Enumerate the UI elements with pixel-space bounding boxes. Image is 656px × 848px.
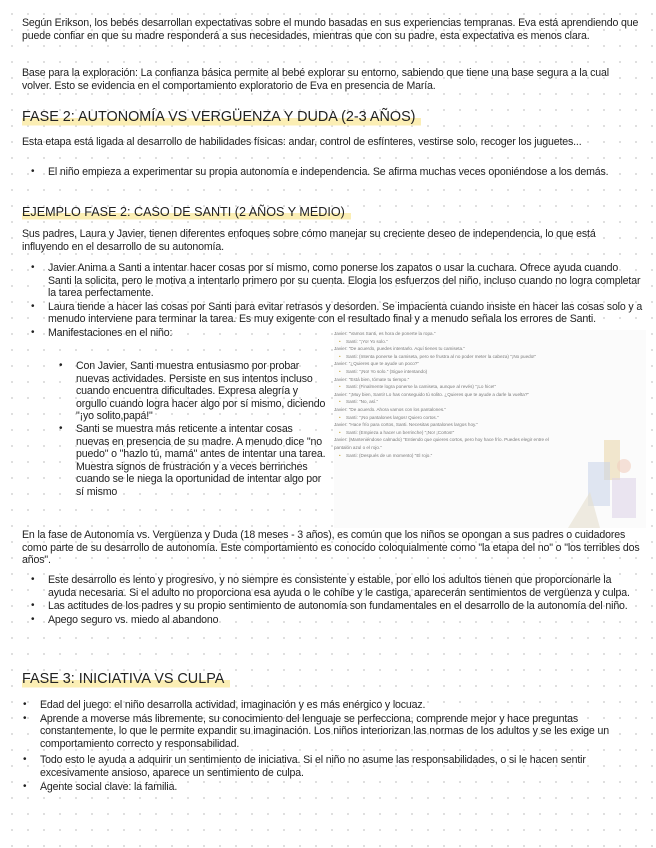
ejemplo-heading: EJEMPLO FASE 2: CASO DE SANTI (2 AÑOS Y MEDIO) [22, 205, 351, 220]
dialog-line: • Santi: "¡No pantalones largos! Quiero cortos." [334, 414, 646, 422]
clothing-illustration-icon [560, 432, 646, 528]
summary-paragraph: En la fase de Autonomía vs. Vergüenza y Duda (18 meses - 3 años), es común que los niños se opongan a sus padres o cuidadores como parte de su desarrollo de autonomía. Este comportamiento es conocido coloquialmente como "la etapa del no" o "los terribles dos años". [22, 529, 640, 567]
list-item: • Manifestaciones en el niño: [30, 327, 642, 340]
fase3-bullet-list [22, 699, 634, 794]
dialog-line: Javier: "Está bien, tómate tu tiempo." [334, 376, 410, 382]
fase2-paragraph: Esta etapa está ligada al desarrollo de habilidades físicas: andar, control de esfínteres, vestirse solo, recoger los juguetes... [22, 136, 582, 148]
dialog-line: Javier: "De acuerdo, puedes intentarlo. Aquí tienes tu camiseta." [334, 346, 465, 352]
list-item: • Laura tiende a hacer las cosas por Santi para evitar retrasos y desorden. Se impacienta cuando insiste en hacer las cosas solo y a menudo interviene para terminar la tarea. Es muy exigente con el resultado final y a menudo señala los errores de Santi. [30, 301, 656, 326]
dialog-line: Javier: (Manteniéndose calmado) "Entiendo que quieres cortos, pero hoy hace frío. Puedes elegir entre el pantalón azul o el rojo." [334, 437, 549, 450]
dialog-line: • Santi: "¡Yo! Yo solo." [334, 338, 646, 346]
summary-bullet-list [30, 574, 642, 627]
list-item: • El niño empieza a experimentar su propia autonomía e independencia. Se afirma muchas veces oponiéndose a los demás. [30, 166, 642, 179]
dialog-line: Javier: "Hace frío para cortos, Santi. Necesitas pantalones largos hoy." [334, 422, 478, 428]
ejemplo-bullet-list [30, 262, 642, 341]
intro-paragraph-2: Base para la exploración: La confianza básica permite al bebé explorar su entorno, sabiendo que tiene una base segura a la cual volver. Esto se evidencia en el comportamiento exploratorio de Eva en presencia de María. [22, 67, 609, 92]
list-item: • Este desarrollo es lento y progresivo, y no siempre es consistente y estable, por ello los adultos tienen que proporcionarle la ayuda necesaria. Si el adulto no proporciona esa ayuda o le cohíbe y le castiga, aparecerán sentimientos de vergüenza y culpa. [30, 574, 642, 599]
list-item: • Santi se muestra más reticente a intentar cosas nuevas en presencia de su madre. A menudo dice "no puedo" o "hazlo tú, mamá" antes de intentar una tarea. Muestra signos de frustración y a veces berrinches cuando se le niega la oportunidad de intentar algo por sí mismo [58, 423, 328, 499]
list-item: • Edad del juego: el niño desarrolla actividad, imaginación y es más enérgico y locuaz. [22, 699, 634, 712]
dialog-line: Javier: "De acuerdo. Ahora vamos con los pantalones." [334, 406, 447, 412]
dialog-line: Javier: "Vamos Santi, es hora de ponerte la ropa." [334, 331, 436, 336]
list-item: • Todo esto le ayuda a adquirir un sentimiento de iniciativa. Si el niño no asume las responsabilidades, o si le hacen sentir excesivamente ansioso, aparece un sentimiento de culpa. [22, 754, 634, 779]
ejemplo-sub-list [58, 360, 328, 499]
list-item: • Javier Anima a Santi a intentar hacer cosas por sí mismo, como ponerse los zapatos o usar la cuchara. Ofrece ayuda cuando Santi la solicita, pero le motiva a intentarlo primero por su cuenta. Elogia los esfuerzos del niño, incluso cuando no logra completar la tarea perfectamente. [30, 262, 642, 300]
list-item: • Apego seguro vs. miedo al abandono [30, 614, 642, 627]
dialog-line: Javier: "¿Quieres que te ayude un poco?" [334, 361, 419, 367]
dialog-line: • Santi: (Después de un momento) "El rojo." [334, 452, 646, 460]
fase2-bullet-list [30, 166, 642, 180]
dialog-line: • Santi: (Intenta ponerse la camiseta, pero se frustra al no poder meter la cabeza) "¡No puedo!" [334, 353, 646, 361]
dialog-line: • Santi: (Finalmente logra ponerse la camiseta, aunque al revés) "¡Lo hice!" [334, 383, 646, 391]
list-item: • Las actitudes de los padres y su propio sentimiento de autonomía son fundamentales en el desarrollo de la autonomía del niño. [30, 600, 642, 613]
list-item: • Agente social clave: la familia. [22, 781, 634, 794]
fase3-heading: FASE 3: INICIATIVA VS CULPA [22, 671, 230, 688]
dialog-line: • Santi: (Empieza a hacer un berrinche) "¡No! ¡Cortos!" [334, 429, 646, 437]
dialog-line: Javier: "¡Muy bien, Santi! Lo has conseguido tú solito. ¿Quieres que te ayude a darle la vuelta?" [334, 391, 530, 397]
dialog-transcript-image [334, 330, 646, 528]
dialog-line: • Santi: "No, así." [334, 398, 646, 406]
dialog-line: • Santi: "¡No! Yo solo." (Sigue intentando) [334, 368, 646, 376]
intro-paragraph-1: Según Erikson, los bebés desarrollan expectativas sobre el mundo basadas en sus experiencias tempranas. Eva está aprendiendo que puede confiar en que su madre responderá a sus necesidades, mientras que con su padre, esta expectativa es menos clara. [22, 17, 639, 42]
fase2-heading: FASE 2: AUTONOMÍA VS VERGÜENZA Y DUDA (2-3 AÑOS) [22, 109, 421, 126]
ejemplo-paragraph: Sus padres, Laura y Javier, tienen diferentes enfoques sobre cómo manejar su creciente deseo de independencia, lo que está influyendo en el desarrollo de su autonomía. [22, 228, 596, 253]
list-item: • Aprende a moverse más libremente, su conocimiento del lenguaje se perfecciona, comprende mejor y hace preguntas constantemente, lo que le permite expandir su imaginación. Los niños interiorizan las normas de los adultos y se les exige un comportamiento correcto y responsabilidad. [22, 713, 634, 751]
list-item: • Con Javier, Santi muestra entusiasmo por probar nuevas actividades. Persiste en sus intentos incluso cuando encuentra dificultades. Expresa alegría y orgullo cuando logra hacer algo por sí mismo, diciendo "¡yo solito,papá!" [58, 360, 328, 423]
